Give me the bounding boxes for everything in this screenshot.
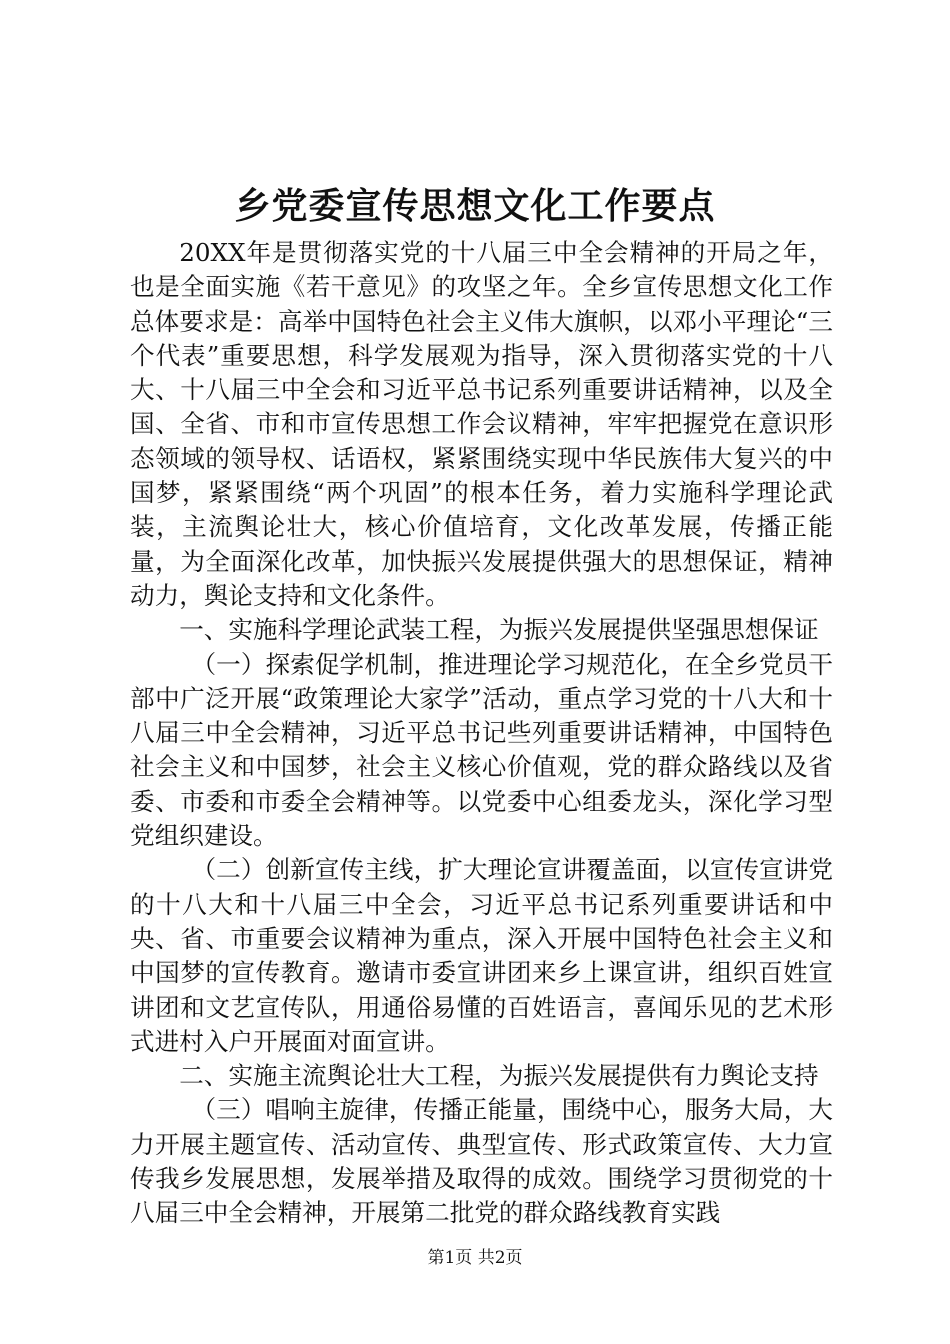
paragraph-item-2: （二）创新宣传主线，扩大理论宣讲覆盖面，以宣传宣讲党的十八大和十八届三中全会，习近平总书记系列重要讲话和中央、省、市重要会议精神为重点，深入开展中国特色社会主义和中国梦的宣传教育。邀请市委宣讲团来乡上课宣讲，组织百姓宣讲团和文艺宣传队，用通俗易懂的百姓语言，喜闻乐见的艺术形式进村入户开展面对面宣讲。 bbox=[130, 855, 833, 1056]
document-body bbox=[130, 236, 833, 1231]
paragraph-item-1: （一）探索促学机制，推进理论学习规范化，在全乡党员干部中广泛开展“政策理论大家学”活动，重点学习党的十八大和十八届三中全会精神，习近平总书记些列重要讲话精神，中国特色社会主义和中国梦，社会主义核心价值观，党的群众路线以及省委、市委和市委全会精神等。以党委中心组委龙头，深化学习型党组织建设。 bbox=[130, 649, 833, 851]
section-heading-2: 二、实施主流舆论壮大工程，为振兴发展提供有力舆论支持 bbox=[179, 1061, 819, 1091]
page-number-footer: 第1页 共2页 bbox=[427, 1248, 523, 1268]
document-title: 乡党委宣传思想文化工作要点 bbox=[234, 186, 716, 227]
section-heading-1: 一、实施科学理论武装工程，为振兴发展提供坚强思想保证 bbox=[179, 615, 819, 645]
paragraph-item-3: （三）唱响主旋律，传播正能量，围绕中心，服务大局，大力开展主题宣传、活动宣传、典型宣传、形式政策宣传、大力宣传我乡发展思想，发展举措及取得的成效。围绕学习贯彻党的十八届三中全会精神，开展第二批党的群众路线教育实践 bbox=[130, 1095, 833, 1228]
paragraph-intro: 20XX年是贯彻落实党的十八届三中全会精神的开局之年，也是全面实施《若干意见》的攻坚之年。全乡宣传思想文化工作总体要求是：高举中国特色社会主义伟大旗帜，以邓小平理论“三个代表”重要思想，科学发展观为指导，深入贯彻落实党的十八大、十八届三中全会和习近平总书记系列重要讲话精神，以及全国、全省、市和市宣传思想工作会议精神，牢牢把握党在意识形态领域的领导权、话语权，紧紧围绕实现中华民族伟大复兴的中国梦，紧紧围绕“两个巩固”的根本任务，着力实施科学理论武装，主流舆论壮大，核心价值培育，文化改革发展，传播正能量，为全面深化改革，加快振兴发展提供强大的思想保证，精神动力，舆论支持和文化条件。 bbox=[130, 238, 833, 610]
